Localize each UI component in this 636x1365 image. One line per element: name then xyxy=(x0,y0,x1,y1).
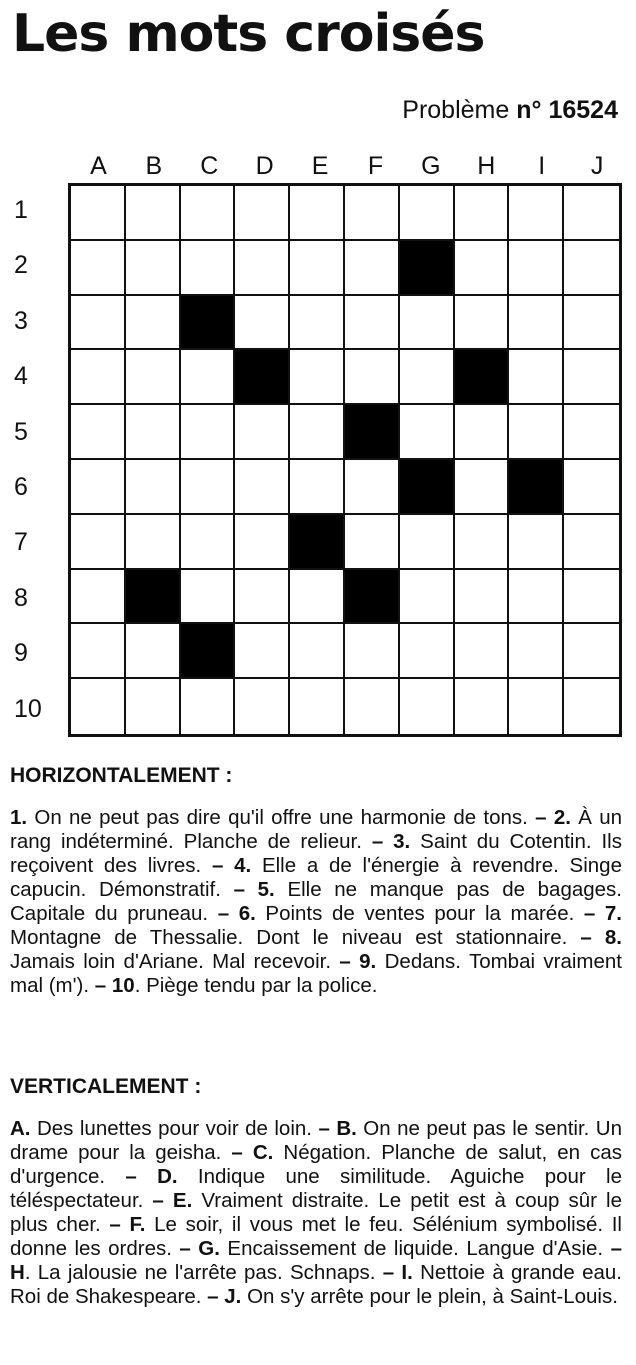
grid-cell-a10[interactable] xyxy=(71,679,126,734)
grid-cell-i1[interactable] xyxy=(509,186,564,241)
grid-cell-j2[interactable] xyxy=(564,241,619,296)
grid-cell-h10[interactable] xyxy=(455,679,510,734)
row-label-4: 4 xyxy=(14,362,28,391)
grid-cell-g1[interactable] xyxy=(400,186,455,241)
clue-text: Dedans. Tombai vraiment mal (m'). xyxy=(10,950,622,997)
grid-cell-i4[interactable] xyxy=(509,350,564,405)
clue-number: A. xyxy=(10,1117,31,1140)
column-label-a: A xyxy=(90,152,107,180)
clue-number: C. xyxy=(252,1141,274,1164)
grid-cell-h8[interactable] xyxy=(455,570,510,625)
black-cell-f5 xyxy=(345,405,400,460)
grid-cell-b10[interactable] xyxy=(126,679,181,734)
clue-text: Saint du Cotentin. Ils reçoivent des livres. xyxy=(10,830,622,877)
problem-num-prefix: n° xyxy=(516,96,542,124)
grid-cell-d2[interactable] xyxy=(235,241,290,296)
column-label-h: H xyxy=(477,152,496,180)
clue-number: 7. xyxy=(604,902,622,925)
clue-text: Encaissement de liquide. Langue d'Asie. xyxy=(227,1237,604,1260)
row-label-10: 10 xyxy=(14,694,42,723)
grid-cell-e4[interactable] xyxy=(290,350,345,405)
grid-cell-e6[interactable] xyxy=(290,460,345,515)
horizontal-heading: HORIZONTALEMENT : xyxy=(10,764,233,787)
clue-separator: – xyxy=(201,1285,225,1308)
column-label-d: D xyxy=(255,152,274,180)
clue-text: On ne peut pas dire qu'il offre une harmonie de tons. xyxy=(34,806,528,829)
grid-cell-i7[interactable] xyxy=(509,515,564,570)
clue-text: Indique une similitude. Aguiche pour le téléspectateur. xyxy=(10,1165,622,1212)
grid-cell-c6[interactable] xyxy=(181,460,236,515)
problem-num-value: 16524 xyxy=(548,96,618,124)
grid-cell-i9[interactable] xyxy=(509,624,564,679)
grid-cell-h6[interactable] xyxy=(455,460,510,515)
grid-cell-a1[interactable] xyxy=(71,186,126,241)
grid-cell-e2[interactable] xyxy=(290,241,345,296)
grid-cell-g5[interactable] xyxy=(400,405,455,460)
grid-cell-a2[interactable] xyxy=(71,241,126,296)
grid-cell-e8[interactable] xyxy=(290,570,345,625)
black-cell-e7 xyxy=(290,515,345,570)
clue-separator: – xyxy=(89,974,112,997)
clue-separator: – xyxy=(527,806,554,829)
clue-text: Le soir, il vous met le feu. Sélénium symbolisé. Il donne les ordres. xyxy=(10,1213,622,1260)
grid-cell-i3[interactable] xyxy=(509,296,564,351)
horizontal-clues xyxy=(10,806,622,998)
clue-number: 4. xyxy=(234,854,252,877)
clue-separator: – xyxy=(574,902,605,925)
vertical-section xyxy=(10,1075,622,1309)
grid-cell-e3[interactable] xyxy=(290,296,345,351)
clue-separator: – xyxy=(105,1165,158,1188)
clue-number: 10 xyxy=(111,974,135,997)
grid-cell-g3[interactable] xyxy=(400,296,455,351)
column-label-j: J xyxy=(590,152,604,180)
column-label-e: E xyxy=(311,152,329,180)
grid-cell-c2[interactable] xyxy=(181,241,236,296)
grid-cell-f3[interactable] xyxy=(345,296,400,351)
grid-cell-f6[interactable] xyxy=(345,460,400,515)
row-label-1: 1 xyxy=(14,196,28,224)
clue-separator: – xyxy=(331,950,360,973)
clue-separator: – xyxy=(567,926,605,949)
clue-separator: – xyxy=(201,854,235,877)
grid-cell-j9[interactable] xyxy=(564,624,619,679)
black-cell-g2 xyxy=(400,241,455,296)
grid-cell-j10[interactable] xyxy=(564,679,619,734)
clue-number: 5. xyxy=(257,878,275,901)
clue-number: E. xyxy=(172,1189,193,1212)
clue-number: B. xyxy=(336,1117,357,1140)
grid-cell-g9[interactable] xyxy=(400,624,455,679)
clue-text: Nettoie à grande eau. Roi de Shakespeare. xyxy=(10,1261,622,1308)
grid-cell-c10[interactable] xyxy=(181,679,236,734)
grid-cell-h3[interactable] xyxy=(455,296,510,351)
grid-cell-c8[interactable] xyxy=(181,570,236,625)
grid-cell-d3[interactable] xyxy=(235,296,290,351)
black-cell-c3 xyxy=(181,296,236,351)
grid-cell-d10[interactable] xyxy=(235,679,290,734)
row-label-3: 3 xyxy=(14,306,28,335)
grid-cell-f10[interactable] xyxy=(345,679,400,734)
black-cell-g6 xyxy=(400,460,455,515)
grid-cell-h1[interactable] xyxy=(455,186,510,241)
clue-text: On s'y arrête pour le plein, à Saint-Louis. xyxy=(247,1285,618,1308)
grid-cell-a7[interactable] xyxy=(71,515,126,570)
grid-cell-b3[interactable] xyxy=(126,296,181,351)
grid-cell-f2[interactable] xyxy=(345,241,400,296)
grid-cell-b1[interactable] xyxy=(126,186,181,241)
grid-cell-c4[interactable] xyxy=(181,350,236,405)
grid-cell-e5[interactable] xyxy=(290,405,345,460)
clue-text: Des lunettes pour voir de loin. xyxy=(36,1117,312,1140)
clue-number: H xyxy=(10,1261,25,1284)
black-cell-i6 xyxy=(509,460,564,515)
clue-text: Jamais loin d'Ariane. Mal recevoir. xyxy=(10,950,332,973)
grid-cell-h9[interactable] xyxy=(455,624,510,679)
page-title: Les mots croisés xyxy=(12,4,485,64)
grid-cell-f9[interactable] xyxy=(345,624,400,679)
grid-cell-j5[interactable] xyxy=(564,405,619,460)
clue-number: 6. xyxy=(238,902,256,925)
column-label-f: F xyxy=(367,152,384,180)
grid-cell-g10[interactable] xyxy=(400,679,455,734)
grid-cell-d6[interactable] xyxy=(235,460,290,515)
clue-text: Points de ventes pour la marée. xyxy=(265,902,575,925)
clue-number: 9. xyxy=(359,950,377,973)
clue-text: Vraiment distraite. Le petit est à coup sûr le plus cher. xyxy=(10,1189,622,1236)
grid-cell-b2[interactable] xyxy=(126,241,181,296)
grid-cell-b4[interactable] xyxy=(126,350,181,405)
clue-number: 1. xyxy=(10,806,28,829)
grid-cell-j6[interactable] xyxy=(564,460,619,515)
crossword-grid xyxy=(68,183,622,737)
grid-cell-e10[interactable] xyxy=(290,679,345,734)
clue-text: On ne peut pas le sentir. Un drame pour la geisha. xyxy=(10,1117,622,1164)
grid-cell-e1[interactable] xyxy=(290,186,345,241)
grid-cell-d9[interactable] xyxy=(235,624,290,679)
grid-cell-f4[interactable] xyxy=(345,350,400,405)
grid-cell-i8[interactable] xyxy=(509,570,564,625)
grid-cell-a8[interactable] xyxy=(71,570,126,625)
row-label-2: 2 xyxy=(14,251,28,280)
row-label-5: 5 xyxy=(14,417,28,446)
problem-label: Problème xyxy=(402,96,510,124)
grid-cell-e9[interactable] xyxy=(290,624,345,679)
grid-cell-g7[interactable] xyxy=(400,515,455,570)
grid-cell-a3[interactable] xyxy=(71,296,126,351)
clue-separator: – xyxy=(171,1237,199,1260)
row-label-9: 9 xyxy=(14,639,28,668)
vertical-clues xyxy=(10,1117,622,1309)
clue-number: J. xyxy=(224,1285,242,1308)
column-label-g: G xyxy=(421,152,441,180)
black-cell-h4 xyxy=(455,350,510,405)
problem-number xyxy=(402,96,618,125)
grid-cell-j7[interactable] xyxy=(564,515,619,570)
clue-number: I. xyxy=(401,1261,413,1284)
clue-text: . Piège tendu par la police. xyxy=(134,974,378,997)
grid-cell-g8[interactable] xyxy=(400,570,455,625)
black-cell-f8 xyxy=(345,570,400,625)
clue-separator: – xyxy=(312,1117,337,1140)
clue-separator: – xyxy=(361,830,394,853)
grid-cell-h2[interactable] xyxy=(455,241,510,296)
black-cell-c9 xyxy=(181,624,236,679)
black-cell-d4 xyxy=(235,350,290,405)
clue-number: F. xyxy=(129,1213,146,1236)
grid-cell-d5[interactable] xyxy=(235,405,290,460)
grid-cell-b7[interactable] xyxy=(126,515,181,570)
column-label-b: B xyxy=(145,152,163,180)
clue-separator: – xyxy=(143,1189,173,1212)
grid-cell-f1[interactable] xyxy=(345,186,400,241)
clue-separator: – xyxy=(100,1213,130,1236)
column-label-c: C xyxy=(200,152,219,180)
grid-cell-h5[interactable] xyxy=(455,405,510,460)
clue-text: . La jalousie ne l'arrête pas. Schnaps. xyxy=(24,1261,376,1284)
grid-cell-a4[interactable] xyxy=(71,350,126,405)
clue-number: G. xyxy=(198,1237,220,1260)
grid-cell-j8[interactable] xyxy=(564,570,619,625)
clue-number: 3. xyxy=(393,830,411,853)
clue-text: Elle ne manque pas de bagages. Capitale du pruneau. xyxy=(10,878,623,925)
clue-separator: – xyxy=(208,902,239,925)
grid-cell-b6[interactable] xyxy=(126,460,181,515)
clue-number: 2. xyxy=(553,806,571,829)
horizontal-section xyxy=(10,764,622,998)
grid-cell-b5[interactable] xyxy=(126,405,181,460)
grid-cell-h7[interactable] xyxy=(455,515,510,570)
clue-number: D. xyxy=(157,1165,178,1188)
row-label-8: 8 xyxy=(14,583,28,612)
grid-cell-d7[interactable] xyxy=(235,515,290,570)
clue-separator: – xyxy=(375,1261,402,1284)
clue-text: Montagne de Thessalie. Dont le niveau est stationnaire. xyxy=(10,926,568,949)
grid-cell-j3[interactable] xyxy=(564,296,619,351)
row-label-6: 6 xyxy=(14,473,28,501)
clue-text: À un rang indéterminé. Planche de relieur. xyxy=(10,806,622,853)
grid-cell-c7[interactable] xyxy=(181,515,236,570)
grid-cell-i2[interactable] xyxy=(509,241,564,296)
clue-text: Elle a de l'énergie à revendre. Singe capucin. Démonstratif. xyxy=(10,854,622,901)
clue-separator: – xyxy=(220,878,258,901)
grid-cell-i5[interactable] xyxy=(509,405,564,460)
grid-cell-j4[interactable] xyxy=(564,350,619,405)
vertical-heading: VERTICALEMENT : xyxy=(10,1075,202,1098)
grid-cell-d8[interactable] xyxy=(235,570,290,625)
clue-separator: – xyxy=(221,1141,253,1164)
grid-cell-c5[interactable] xyxy=(181,405,236,460)
grid-cell-f7[interactable] xyxy=(345,515,400,570)
clue-text: Négation. Planche de salut, en cas d'urgence. xyxy=(10,1141,622,1188)
grid-cell-d1[interactable] xyxy=(235,186,290,241)
grid-cell-a6[interactable] xyxy=(71,460,126,515)
clue-separator: – xyxy=(603,1237,622,1260)
row-label-7: 7 xyxy=(14,528,28,557)
grid-cell-j1[interactable] xyxy=(564,186,619,241)
grid-cell-a5[interactable] xyxy=(71,405,126,460)
black-cell-b8 xyxy=(126,570,181,625)
grid-cell-g4[interactable] xyxy=(400,350,455,405)
clue-number: 8. xyxy=(604,926,623,949)
grid-cell-a9[interactable] xyxy=(71,624,126,679)
grid-cell-i10[interactable] xyxy=(509,679,564,734)
grid-cell-c1[interactable] xyxy=(181,186,236,241)
grid-cell-b9[interactable] xyxy=(126,624,181,679)
column-label-i: I xyxy=(538,152,546,180)
